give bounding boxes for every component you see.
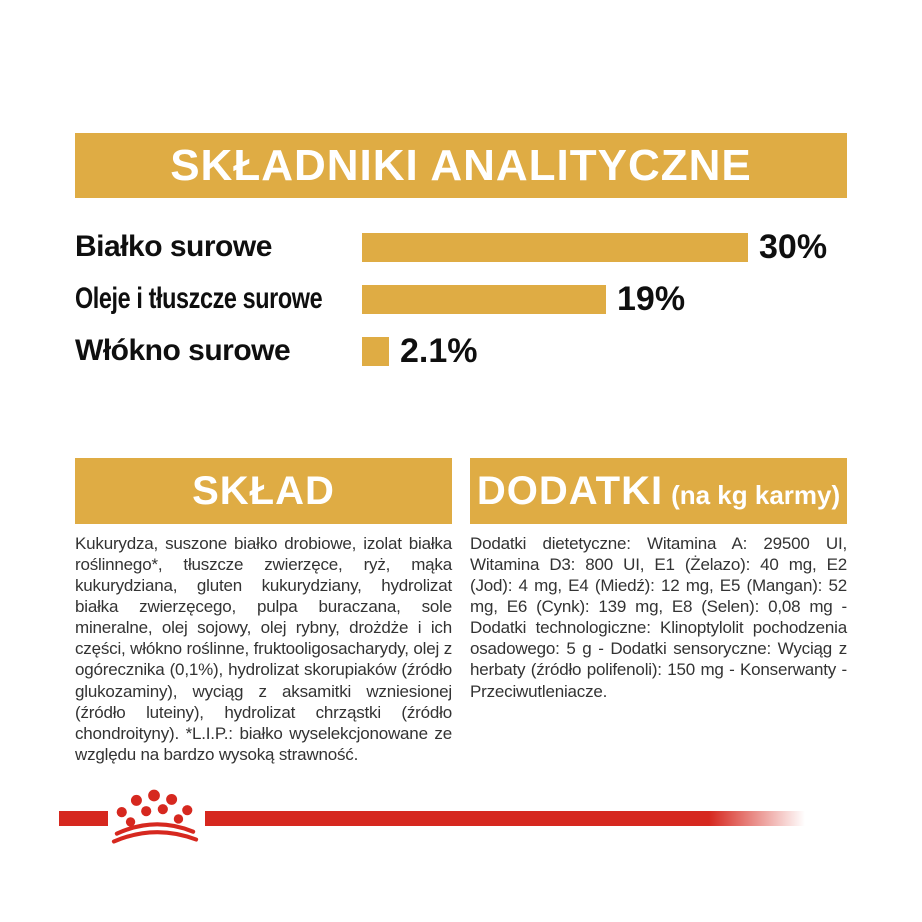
dodatki-section [470, 458, 847, 702]
chart-bar [362, 233, 748, 262]
chart-row [75, 273, 875, 325]
sklad-title: SKŁAD [192, 469, 335, 513]
chart-category-label: Włókno surowe [75, 334, 291, 367]
chart-category-label: Białko surowe [75, 230, 272, 263]
divider-line-right [205, 811, 805, 826]
chart-bar [362, 337, 389, 366]
dodatki-body-text: Dodatki dietetyczne: Witamina A: 29500 UI, Witamina D3: 800 UI, E1 (Żelazo): 40 mg, E2 (Jod): 4 mg, E4 (Miedź): 12 mg, E5 (Mangan): 52 mg, E6 (Cynk): 139 mg, E8 (Selen): 0,08 mg - Dodatki technologiczne: Klinoptylolit pochodzenia osadowego: 5 g - Dodatki sensoryczne: Wyciąg z herbaty (źródło polifenoli): 150 mg - Konserwanty - Przeciwutleniacze. [470, 534, 847, 701]
chart-bar-track [362, 228, 875, 267]
chart-value-label: 30% [759, 227, 828, 266]
dodatki-title: DODATKI [476, 469, 664, 513]
chart-bar-track [362, 280, 875, 319]
chart-row [75, 221, 875, 273]
chart-value-label: 2.1% [400, 331, 478, 370]
chart-bar [362, 285, 606, 314]
chart-bar-track [362, 332, 875, 371]
sklad-section [75, 458, 452, 765]
royal-canin-crown-icon [111, 789, 199, 847]
dodatki-title-suffix: (na kg karmy) [671, 480, 841, 510]
analytics-section-header [75, 133, 847, 198]
divider-line-left [59, 811, 108, 826]
analytics-title: SKŁADNIKI ANALITYCZNE [170, 141, 752, 190]
analytics-bar-chart [75, 221, 875, 377]
sklad-header [75, 458, 452, 524]
dodatki-header [470, 458, 847, 524]
sklad-body-text: Kukurydza, suszone białko drobiowe, izolat białka roślinnego*, tłuszcze zwierzęce, ryż, mąka kukurydziana, gluten kukurydziany, hydrolizat białka zwierzęcego, pulpa buraczana, sole mineralne, olej sojowy, olej rybny, drożdże i ich części, włókno roślinne, fruktooligosacharydy, olej z ogórecznika (0,1%), hydrolizat skorupiaków (źródło glukozaminy), wyciąg z aksamitki wzniesionej (źródło luteiny), hydrolizat chrząstki (źródło chondroityny). *L.I.P.: białko wyselekcjonowane ze względu na bardzo wysoką strawność. [75, 534, 452, 764]
chart-category-label: Oleje i tłuszcze surowe [75, 282, 323, 315]
chart-row [75, 325, 875, 377]
chart-value-label: 19% [617, 279, 686, 318]
